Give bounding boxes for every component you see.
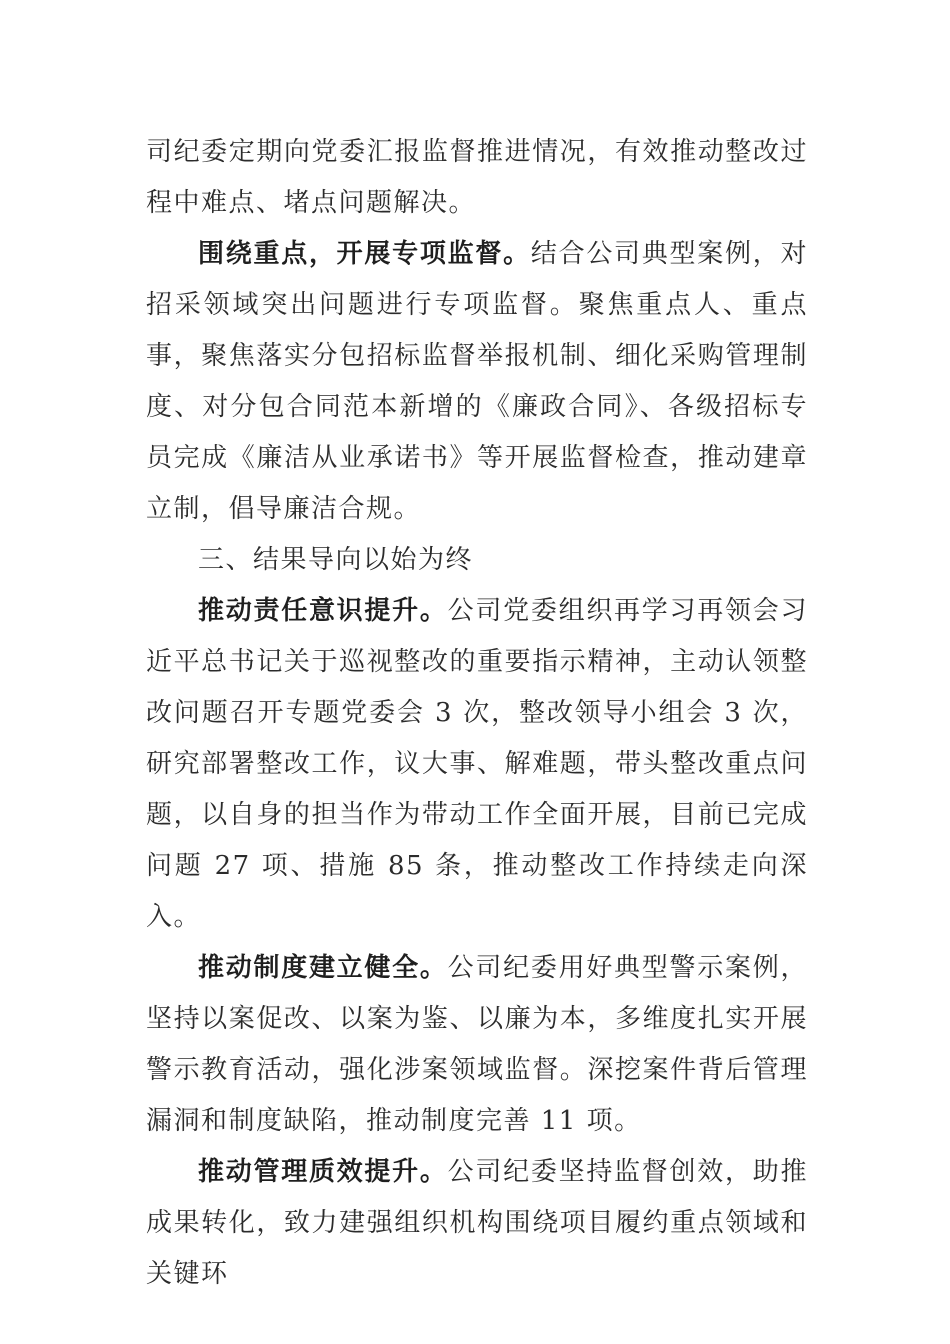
paragraph-body: 公司党委组织再学习再领会习近平总书记关于巡视整改的重要指示精神，主动认领整改问题召开专题党委会 3 次，整改领导小组会 3 次，研究部署整改工作，议大事、解难题，带头整改重点问题，以自身的担当作为带动工作全面开展，目前已完成问题 27 项、措施 85 条，推动整改工作持续走向深入。 (146, 596, 808, 932)
paragraph-special-supervision (146, 229, 808, 535)
paragraph-lead: 推动制度建立健全。 (198, 953, 448, 983)
paragraph-body: 公司纪委用好典型警示案例，坚持以案促改、以案为鉴、以廉为本，多维度扎实开展警示教育活动，强化涉案领域监督。深挖案件背后管理漏洞和制度缺陷，推动制度完善 11 项。 (146, 953, 808, 1136)
paragraph-continuation (146, 127, 808, 229)
paragraph-system-building (146, 943, 808, 1147)
paragraph-lead: 推动管理质效提升。 (198, 1157, 448, 1187)
paragraph-body: 公司纪委坚持监督创效，助推成果转化，致力建强组织机构围绕项目履约重点领域和关键环 (146, 1157, 808, 1289)
paragraph-responsibility (146, 586, 808, 943)
section-heading: 三、结果导向以始为终 (198, 545, 474, 575)
paragraph-lead: 推动责任意识提升。 (198, 596, 448, 626)
paragraph-management-efficiency (146, 1147, 808, 1300)
paragraph-body: 司纪委定期向党委汇报监督推进情况，有效推动整改过程中难点、堵点问题解决。 (146, 137, 808, 218)
paragraph-body: 结合公司典型案例，对招采领域突出问题进行专项监督。聚焦重点人、重点事，聚焦落实分包招标监督举报机制、细化采购管理制度、对分包合同范本新增的《廉政合同》、各级招标专员完成《廉洁从业承诺书》等开展监督检查，推动建章立制，倡导廉洁合规。 (146, 239, 808, 524)
document-body (146, 127, 808, 1300)
paragraph-lead: 围绕重点，开展专项监督。 (198, 239, 531, 269)
